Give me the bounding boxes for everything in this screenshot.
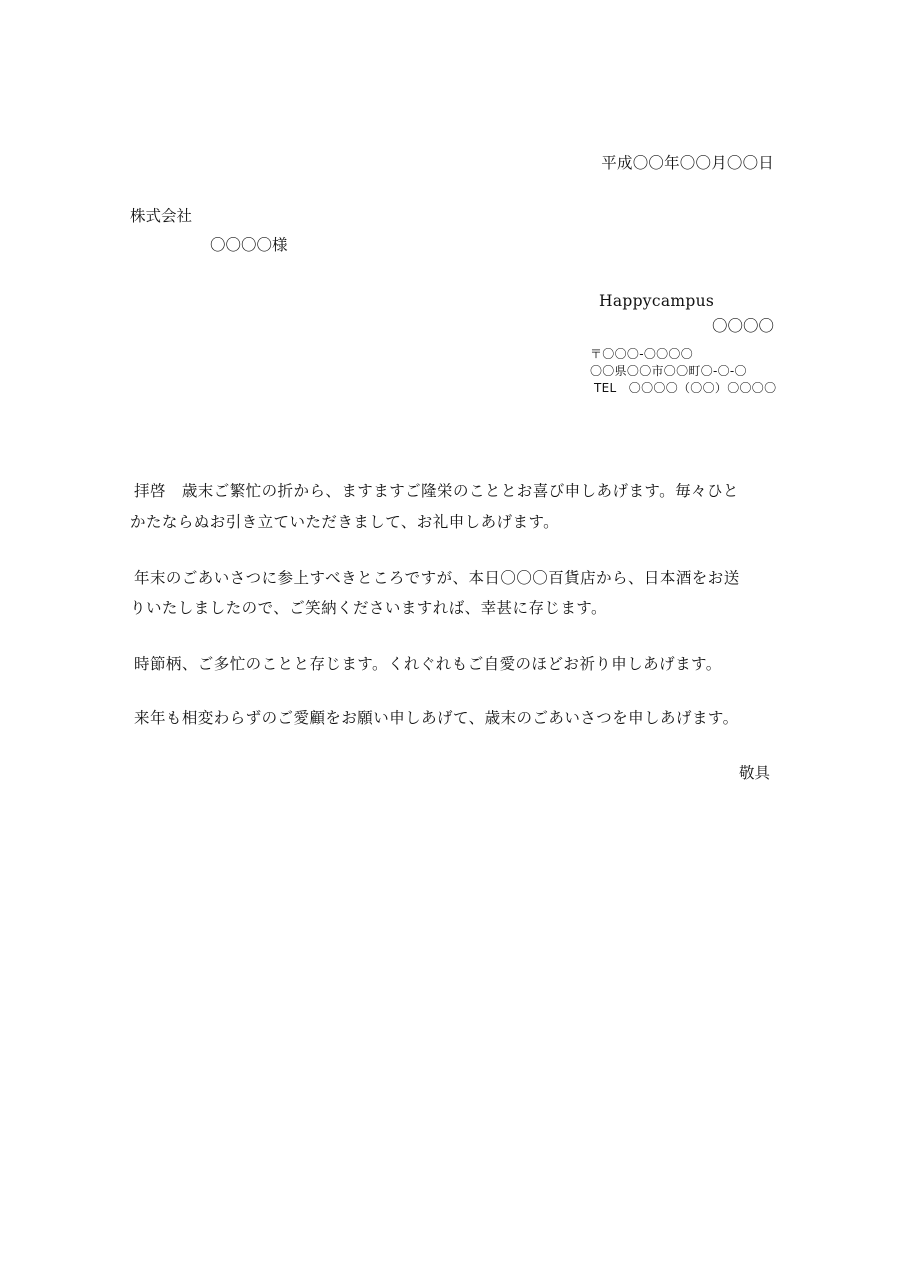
- recipient-name: 〇〇〇〇様: [210, 236, 288, 254]
- body-line: 時節柄、ご多忙のことと存じます。くれぐれもご自愛のほどお祈り申しあげます。: [134, 655, 722, 673]
- sender-postal-code: 〒〇〇〇-〇〇〇〇: [590, 347, 694, 361]
- body-line: 年末のごあいさつに参上すべきところですが、本日〇〇〇百貨店から、日本酒をお送: [134, 569, 740, 587]
- sender-address: 〇〇県〇〇市〇〇町〇-〇-〇: [590, 364, 747, 378]
- body-line: 拝啓 歳末ご繁忙の折から、ますますご隆栄のこととお喜び申しあげます。毎々ひと: [134, 482, 739, 500]
- closing-phrase: 敬具: [738, 764, 770, 782]
- sender-company: Happycampus: [599, 292, 715, 310]
- letter-date: 平成〇〇年〇〇月〇〇日: [601, 154, 774, 172]
- sender-phone: TEL 〇〇〇〇（〇〇）〇〇〇〇: [594, 381, 777, 395]
- body-line: 来年も相変わらずのご愛顧をお願い申しあげて、歳末のごあいさつを申しあげます。: [134, 709, 739, 727]
- body-line: りいたしましたので、ご笑納くださいますれば、幸甚に存じます。: [130, 599, 607, 617]
- recipient-company: 株式会社: [130, 207, 193, 225]
- body-line: かたならぬお引き立ていただきまして、お礼申しあげます。: [130, 513, 560, 531]
- sender-name: 〇〇〇〇: [711, 317, 774, 335]
